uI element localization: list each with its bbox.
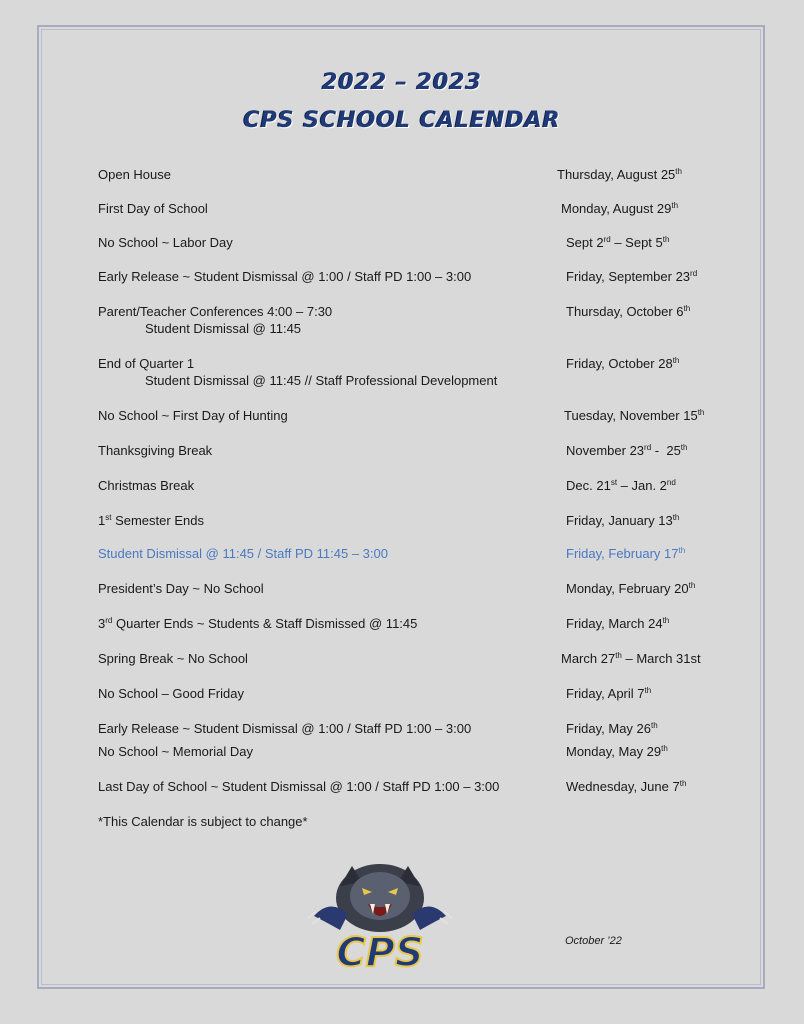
event-label: Student Dismissal @ 11:45 / Staff PD 11:45 – 3:00 [98, 546, 388, 561]
event-label: First Day of School [98, 201, 208, 216]
event-label: 3rd Quarter Ends ~ Students & Staff Dismissed @ 11:45 [98, 616, 418, 631]
event-label: Open House [98, 167, 171, 182]
event-date: Friday, February 17th [566, 546, 686, 561]
event-label: No School ~ Memorial Day [98, 744, 253, 759]
event-date: Tuesday, November 15th [564, 408, 705, 423]
event-date: Monday, May 29th [566, 744, 668, 759]
event-label: Christmas Break [98, 478, 195, 493]
event-date: Friday, April 7th [566, 686, 652, 701]
event-date: Friday, March 24th [566, 616, 670, 631]
event-label: Early Release ~ Student Dismissal @ 1:00 / Staff PD 1:00 – 3:00 [98, 269, 472, 284]
panther-head-icon [308, 864, 452, 932]
title-calendar: CPS SCHOOL CALENDAR [243, 108, 561, 133]
event-label: President’s Day ~ No School [98, 581, 264, 596]
title-year: 2022 – 2023 [322, 70, 482, 95]
event-date: Monday, February 20th [566, 581, 696, 596]
event-label: No School ~ First Day of Hunting [98, 408, 288, 423]
event-date: Monday, August 29th [561, 201, 679, 216]
event-label: Early Release ~ Student Dismissal @ 1:00 / Staff PD 1:00 – 3:00 [98, 721, 472, 736]
event-label: Parent/Teacher Conferences 4:00 – 7:30 [98, 304, 333, 319]
event-date: Sept 2rd – Sept 5th [566, 235, 670, 250]
event-date: Wednesday, June 7th [566, 779, 687, 794]
event-label: Thanksgiving Break [98, 443, 213, 458]
event-date: Thursday, August 25th [557, 167, 682, 182]
event-label: No School – Good Friday [98, 686, 244, 701]
event-date: Friday, May 26th [566, 721, 658, 736]
event-date: Friday, January 13th [566, 513, 680, 528]
event-label: Last Day of School ~ Student Dismissal @ 1:00 / Staff PD 1:00 – 3:00 [98, 779, 500, 794]
event-date: Dec. 21st – Jan. 2nd [566, 478, 676, 493]
event-label: End of Quarter 1 [98, 356, 195, 371]
event-date: March 27th – March 31st [561, 651, 701, 666]
disclaimer-note: *This Calendar is subject to change* [98, 814, 308, 829]
event-label: 1st Semester Ends [98, 513, 204, 528]
event-sublabel: Student Dismissal @ 11:45 [145, 321, 302, 336]
event-date: Friday, October 28th [566, 356, 680, 371]
event-date: Friday, September 23rd [566, 269, 698, 284]
panther-logo [300, 858, 460, 976]
event-date: Thursday, October 6th [566, 304, 691, 319]
event-label: Spring Break ~ No School [98, 651, 248, 666]
event-label: No School ~ Labor Day [98, 235, 233, 250]
event-sublabel: Student Dismissal @ 11:45 // Staff Professional Development [145, 373, 498, 388]
revision-date: October ’22 [565, 935, 622, 947]
event-date: November 23rd - 25th [566, 443, 688, 458]
logo-text: CPS [336, 930, 424, 976]
